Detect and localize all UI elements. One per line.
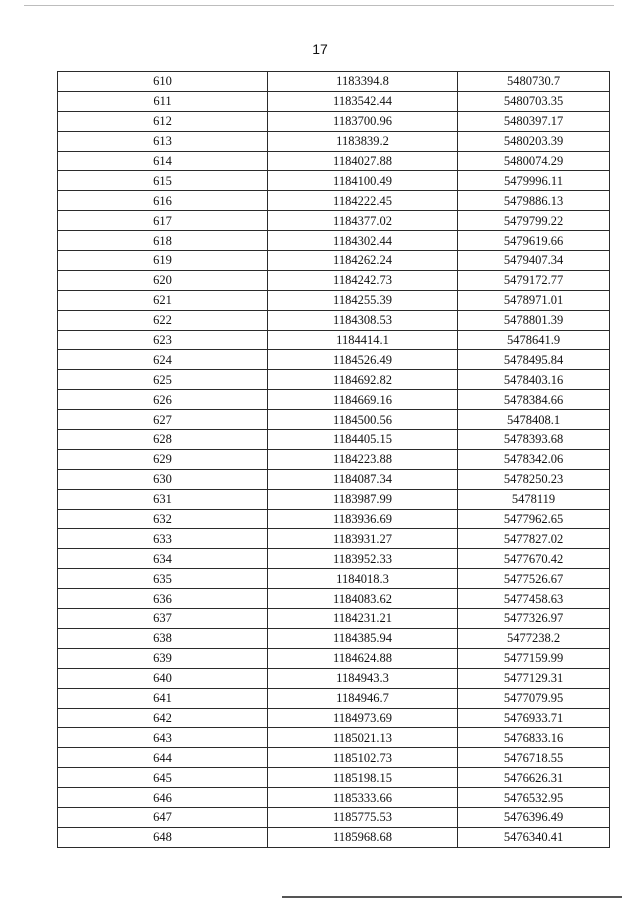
point-number-cell: 614: [58, 151, 268, 171]
x-coordinate-cell: 1184526.49: [268, 350, 458, 370]
y-coordinate-cell: 5478384.66: [458, 390, 610, 410]
table-row: [58, 151, 610, 171]
point-number-cell: 618: [58, 231, 268, 251]
table-row: [58, 489, 610, 509]
x-coordinate-cell: 1185198.15: [268, 768, 458, 788]
table-row: [58, 370, 610, 390]
point-number-cell: 641: [58, 688, 268, 708]
y-coordinate-cell: 5480203.39: [458, 131, 610, 151]
y-coordinate-cell: 5478403.16: [458, 370, 610, 390]
point-number-cell: 646: [58, 788, 268, 808]
point-number-cell: 642: [58, 708, 268, 728]
x-coordinate-cell: 1184231.21: [268, 609, 458, 629]
table-row: [58, 72, 610, 92]
table-row: [58, 807, 610, 827]
table-row: [58, 668, 610, 688]
point-number-cell: 623: [58, 330, 268, 350]
x-coordinate-cell: 1185021.13: [268, 728, 458, 748]
table-row: [58, 171, 610, 191]
table-row: [58, 728, 610, 748]
point-number-cell: 616: [58, 191, 268, 211]
point-number-cell: 612: [58, 111, 268, 131]
x-coordinate-cell: 1185102.73: [268, 748, 458, 768]
table-row: [58, 131, 610, 151]
table-row: [58, 768, 610, 788]
point-number-cell: 648: [58, 827, 268, 847]
point-number-cell: 637: [58, 609, 268, 629]
y-coordinate-cell: 5480730.7: [458, 72, 610, 92]
y-coordinate-cell: 5478971.01: [458, 290, 610, 310]
x-coordinate-cell: 1184223.88: [268, 449, 458, 469]
table-row: [58, 231, 610, 251]
table-row: [58, 191, 610, 211]
point-number-cell: 635: [58, 569, 268, 589]
y-coordinate-cell: 5478342.06: [458, 449, 610, 469]
y-coordinate-cell: 5477079.95: [458, 688, 610, 708]
point-number-cell: 617: [58, 211, 268, 231]
table-row: [58, 549, 610, 569]
x-coordinate-cell: 1184377.02: [268, 211, 458, 231]
table-row: [58, 529, 610, 549]
y-coordinate-cell: 5479172.77: [458, 270, 610, 290]
y-coordinate-cell: 5477962.65: [458, 509, 610, 529]
table-row: [58, 290, 610, 310]
point-number-cell: 644: [58, 748, 268, 768]
y-coordinate-cell: 5476718.55: [458, 748, 610, 768]
y-coordinate-cell: 5480397.17: [458, 111, 610, 131]
y-coordinate-cell: 5479886.13: [458, 191, 610, 211]
x-coordinate-cell: 1184624.88: [268, 648, 458, 668]
y-coordinate-cell: 5477326.97: [458, 609, 610, 629]
x-coordinate-cell: 1183931.27: [268, 529, 458, 549]
x-coordinate-cell: 1184100.49: [268, 171, 458, 191]
table-row: [58, 410, 610, 430]
coordinates-table: [57, 71, 610, 848]
y-coordinate-cell: 5478408.1: [458, 410, 610, 430]
point-number-cell: 625: [58, 370, 268, 390]
x-coordinate-cell: 1184262.24: [268, 251, 458, 271]
x-coordinate-cell: 1184385.94: [268, 628, 458, 648]
point-number-cell: 632: [58, 509, 268, 529]
table-row: [58, 330, 610, 350]
y-coordinate-cell: 5478801.39: [458, 310, 610, 330]
page-number: 17: [312, 41, 328, 57]
table-row: [58, 569, 610, 589]
x-coordinate-cell: 1183952.33: [268, 549, 458, 569]
y-coordinate-cell: 5479996.11: [458, 171, 610, 191]
point-number-cell: 640: [58, 668, 268, 688]
point-number-cell: 621: [58, 290, 268, 310]
y-coordinate-cell: 5478495.84: [458, 350, 610, 370]
table-row: [58, 827, 610, 847]
y-coordinate-cell: 5478250.23: [458, 469, 610, 489]
table-row: [58, 430, 610, 450]
x-coordinate-cell: 1184692.82: [268, 370, 458, 390]
point-number-cell: 643: [58, 728, 268, 748]
table-row: [58, 91, 610, 111]
point-number-cell: 636: [58, 589, 268, 609]
table-row: [58, 111, 610, 131]
y-coordinate-cell: 5477526.67: [458, 569, 610, 589]
x-coordinate-cell: 1183542.44: [268, 91, 458, 111]
x-coordinate-cell: 1184018.3: [268, 569, 458, 589]
table-row: [58, 251, 610, 271]
x-coordinate-cell: 1184500.56: [268, 410, 458, 430]
x-coordinate-cell: 1184242.73: [268, 270, 458, 290]
table-row: [58, 211, 610, 231]
y-coordinate-cell: 5480074.29: [458, 151, 610, 171]
y-coordinate-cell: 5476933.71: [458, 708, 610, 728]
y-coordinate-cell: 5477159.99: [458, 648, 610, 668]
y-coordinate-cell: 5477670.42: [458, 549, 610, 569]
x-coordinate-cell: 1184222.45: [268, 191, 458, 211]
x-coordinate-cell: 1183987.99: [268, 489, 458, 509]
bottom-rule: [282, 896, 622, 898]
y-coordinate-cell: 5476396.49: [458, 807, 610, 827]
point-number-cell: 613: [58, 131, 268, 151]
x-coordinate-cell: 1185775.53: [268, 807, 458, 827]
point-number-cell: 647: [58, 807, 268, 827]
table-row: [58, 350, 610, 370]
y-coordinate-cell: 5477129.31: [458, 668, 610, 688]
y-coordinate-cell: 5477458.63: [458, 589, 610, 609]
table-row: [58, 628, 610, 648]
x-coordinate-cell: 1185968.68: [268, 827, 458, 847]
x-coordinate-cell: 1184943.3: [268, 668, 458, 688]
y-coordinate-cell: 5476532.95: [458, 788, 610, 808]
y-coordinate-cell: 5479619.66: [458, 231, 610, 251]
y-coordinate-cell: 5478641.9: [458, 330, 610, 350]
point-number-cell: 619: [58, 251, 268, 271]
y-coordinate-cell: 5477238.2: [458, 628, 610, 648]
point-number-cell: 628: [58, 430, 268, 450]
x-coordinate-cell: 1184414.1: [268, 330, 458, 350]
x-coordinate-cell: 1185333.66: [268, 788, 458, 808]
point-number-cell: 627: [58, 410, 268, 430]
x-coordinate-cell: 1183839.2: [268, 131, 458, 151]
table-row: [58, 648, 610, 668]
point-number-cell: 634: [58, 549, 268, 569]
point-number-cell: 624: [58, 350, 268, 370]
x-coordinate-cell: 1184302.44: [268, 231, 458, 251]
x-coordinate-cell: 1184946.7: [268, 688, 458, 708]
point-number-cell: 639: [58, 648, 268, 668]
point-number-cell: 645: [58, 768, 268, 788]
y-coordinate-cell: 5478119: [458, 489, 610, 509]
point-number-cell: 633: [58, 529, 268, 549]
x-coordinate-cell: 1184973.69: [268, 708, 458, 728]
point-number-cell: 638: [58, 628, 268, 648]
table-row: [58, 390, 610, 410]
table-row: [58, 788, 610, 808]
table-row: [58, 310, 610, 330]
point-number-cell: 631: [58, 489, 268, 509]
table-row: [58, 589, 610, 609]
point-number-cell: 626: [58, 390, 268, 410]
table-row: [58, 270, 610, 290]
point-number-cell: 611: [58, 91, 268, 111]
top-rule: [24, 5, 614, 6]
point-number-cell: 630: [58, 469, 268, 489]
y-coordinate-cell: 5476626.31: [458, 768, 610, 788]
y-coordinate-cell: 5480703.35: [458, 91, 610, 111]
x-coordinate-cell: 1184027.88: [268, 151, 458, 171]
y-coordinate-cell: 5476340.41: [458, 827, 610, 847]
point-number-cell: 615: [58, 171, 268, 191]
y-coordinate-cell: 5479407.34: [458, 251, 610, 271]
table-row: [58, 449, 610, 469]
x-coordinate-cell: 1184405.15: [268, 430, 458, 450]
x-coordinate-cell: 1184308.53: [268, 310, 458, 330]
point-number-cell: 620: [58, 270, 268, 290]
x-coordinate-cell: 1183700.96: [268, 111, 458, 131]
table-row: [58, 748, 610, 768]
point-number-cell: 629: [58, 449, 268, 469]
point-number-cell: 610: [58, 72, 268, 92]
y-coordinate-cell: 5478393.68: [458, 430, 610, 450]
y-coordinate-cell: 5477827.02: [458, 529, 610, 549]
x-coordinate-cell: 1184669.16: [268, 390, 458, 410]
x-coordinate-cell: 1184083.62: [268, 589, 458, 609]
coordinates-table-body: [58, 72, 610, 848]
table-row: [58, 688, 610, 708]
table-row: [58, 708, 610, 728]
y-coordinate-cell: 5479799.22: [458, 211, 610, 231]
x-coordinate-cell: 1183394.8: [268, 72, 458, 92]
table-row: [58, 609, 610, 629]
x-coordinate-cell: 1184255.39: [268, 290, 458, 310]
x-coordinate-cell: 1184087.34: [268, 469, 458, 489]
point-number-cell: 622: [58, 310, 268, 330]
x-coordinate-cell: 1183936.69: [268, 509, 458, 529]
y-coordinate-cell: 5476833.16: [458, 728, 610, 748]
table-row: [58, 509, 610, 529]
table-row: [58, 469, 610, 489]
